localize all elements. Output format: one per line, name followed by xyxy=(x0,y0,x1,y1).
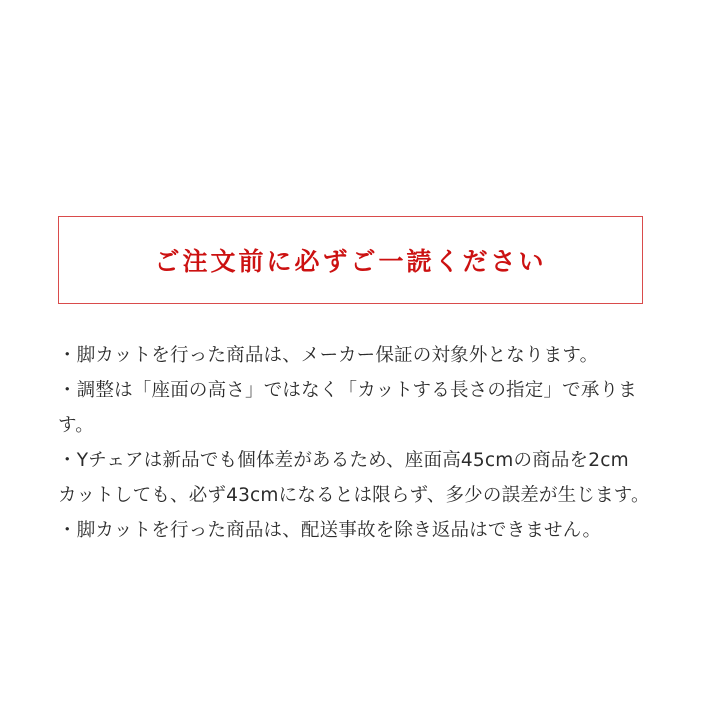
page-title: ご注文前に必ずご一読ください xyxy=(154,247,547,276)
notice-line-4: カットしても、必ず43cmになるとは限らず、多少の誤差が生じます。 xyxy=(58,485,650,506)
notice-line-2: ・調整は「座面の高さ」ではなく「カットする長さの指定」で承ります。 xyxy=(58,380,637,436)
notice-line-5: ・脚カットを行った商品は、配送事故を除き返品はできません。 xyxy=(58,520,602,541)
notice-line-3: ・Yチェアは新品でも個体差があるため、座面高45cmの商品を2cm xyxy=(58,450,629,471)
notice-title-box xyxy=(58,216,643,304)
notice-line-1: ・脚カットを行った商品は、メーカー保証の対象外となります。 xyxy=(58,345,599,366)
notice-body xyxy=(58,338,658,548)
